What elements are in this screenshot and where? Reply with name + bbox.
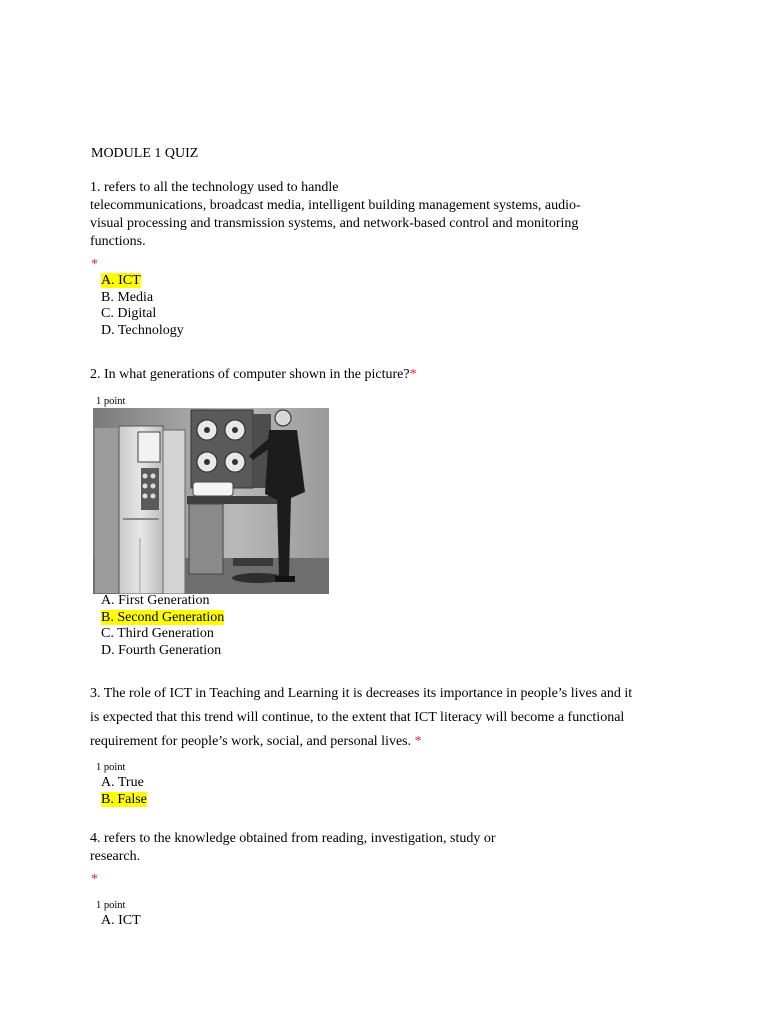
q1-line-1: 1. refers to all the technology used to handle — [90, 180, 339, 195]
quiz-title: MODULE 1 QUIZ — [91, 146, 199, 161]
q1-line-3: visual processing and transmission systems, and network-based control and monitoring — [90, 216, 579, 231]
q3-required-marker: * — [414, 734, 422, 749]
q3-line-1: 3. The role of ICT in Teaching and Learning it is decreases its importance in people’s lives and it — [90, 686, 633, 701]
q4-option-a-label: A. ICT — [101, 913, 141, 928]
q2-option-d[interactable] — [101, 643, 221, 660]
q1-option-b-label: B. Media — [101, 289, 154, 305]
q1-option-c[interactable] — [101, 306, 156, 323]
q1-option-d[interactable] — [101, 323, 184, 340]
q1-option-c-label: C. Digital — [101, 306, 157, 321]
q3-option-b[interactable] — [101, 792, 147, 809]
q2-option-c[interactable] — [101, 626, 214, 643]
q1-option-d-label: D. Technology — [101, 322, 184, 338]
q3-line-3-text: requirement for people’s work, social, and personal lives. — [90, 734, 415, 749]
q2-question — [90, 366, 417, 384]
q3-line-3 — [90, 730, 422, 754]
q3-points: 1 point — [96, 762, 126, 773]
q2-required-marker: * — [409, 367, 417, 382]
q2-option-a-label: A. First Generation — [101, 593, 210, 608]
q4-line-1: 4. refers to the knowledge obtained from reading, investigation, study or — [90, 831, 496, 846]
q4-option-a[interactable] — [101, 913, 141, 930]
q1-line-4: functions. — [90, 234, 146, 249]
q3-option-a-label: A. True — [101, 775, 144, 790]
q1-option-a-label: A. ICT — [101, 273, 141, 288]
q1-option-b[interactable] — [101, 290, 153, 307]
q3-line-2: is expected that this trend will continue, to the extent that ICT literacy will become a functional — [90, 710, 625, 725]
q2-text: 2. In what generations of computer shown in the picture? — [90, 367, 410, 382]
q2-points: 1 point — [96, 396, 126, 407]
q3-option-a[interactable] — [101, 775, 144, 792]
q1-required-marker: * — [91, 257, 98, 272]
q2-option-b[interactable] — [101, 610, 224, 627]
q1-line-2: telecommunications, broadcast media, intelligent building management systems, audio- — [90, 198, 581, 213]
q1-option-a[interactable] — [101, 273, 141, 290]
q4-points: 1 point — [96, 900, 126, 911]
q3-option-b-label: B. False — [101, 791, 147, 807]
q2-option-c-label: C. Third Generation — [101, 626, 214, 641]
q4-required-marker: * — [91, 872, 98, 887]
q4-line-2: research. — [90, 849, 141, 864]
q2-option-a[interactable] — [101, 593, 209, 610]
q2-option-d-label: D. Fourth Generation — [101, 642, 222, 658]
computer-photo — [93, 408, 329, 594]
q2-option-b-label: B. Second Generation — [101, 609, 225, 625]
